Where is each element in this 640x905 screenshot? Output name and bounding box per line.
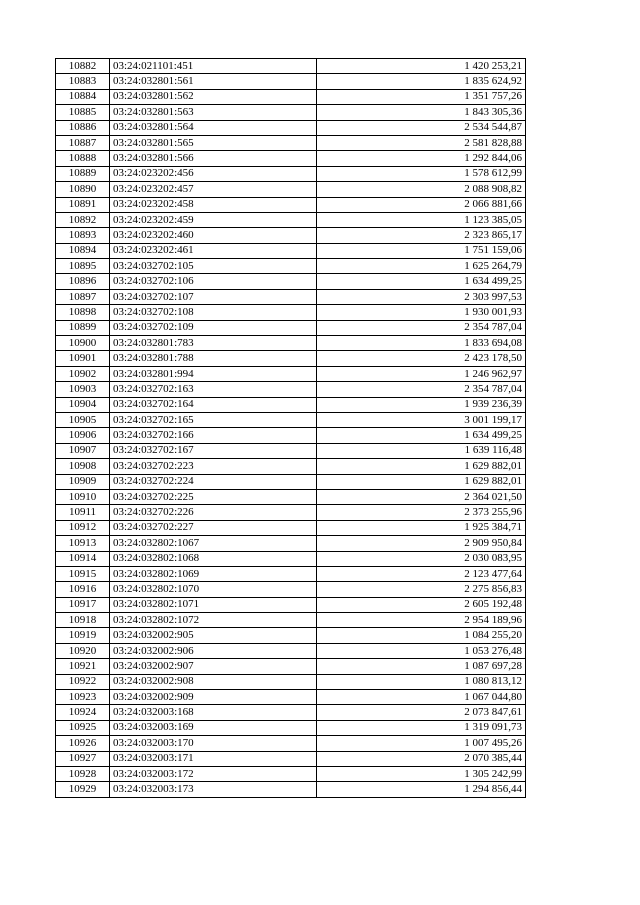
- cadastral-number-cell: 03:24:032003:170: [110, 736, 317, 751]
- cadastral-value-cell: 1 930 001,93: [317, 305, 526, 320]
- table-row: [56, 582, 526, 597]
- table-row: [56, 736, 526, 751]
- cadastral-number-cell: 03:24:032702:227: [110, 520, 317, 535]
- table-row: [56, 505, 526, 520]
- row-number-cell: 10929: [56, 782, 110, 797]
- table-row: [56, 705, 526, 720]
- cadastral-value-cell: 2 354 787,04: [317, 320, 526, 335]
- row-number-cell: 10885: [56, 105, 110, 120]
- cadastral-number-cell: 03:24:023202:459: [110, 212, 317, 227]
- table-row: [56, 212, 526, 227]
- row-number-cell: 10910: [56, 489, 110, 504]
- cadastral-value-cell: 2 909 950,84: [317, 536, 526, 551]
- row-number-cell: 10904: [56, 397, 110, 412]
- cadastral-number-cell: 03:24:032801:564: [110, 120, 317, 135]
- cadastral-value-cell: 1 087 697,28: [317, 659, 526, 674]
- cadastral-value-cell: 2 354 787,04: [317, 382, 526, 397]
- cadastral-value-cell: 2 073 847,61: [317, 705, 526, 720]
- cadastral-number-cell: 03:24:032002:907: [110, 659, 317, 674]
- cadastral-number-cell: 03:24:032801:562: [110, 89, 317, 104]
- cadastral-number-cell: 03:24:021101:451: [110, 59, 317, 74]
- cadastral-number-cell: 03:24:032002:905: [110, 628, 317, 643]
- cadastral-number-cell: 03:24:032003:173: [110, 782, 317, 797]
- table-row: [56, 166, 526, 181]
- row-number-cell: 10887: [56, 135, 110, 150]
- cadastral-value-cell: 1 123 385,05: [317, 212, 526, 227]
- table-row: [56, 397, 526, 412]
- table-body: [56, 59, 526, 798]
- row-number-cell: 10893: [56, 228, 110, 243]
- cadastral-value-cell: 2 364 021,50: [317, 489, 526, 504]
- row-number-cell: 10917: [56, 597, 110, 612]
- cadastral-value-cell: 2 954 189,96: [317, 613, 526, 628]
- table-row: [56, 782, 526, 797]
- table-row: [56, 59, 526, 74]
- cadastral-number-cell: 03:24:032801:563: [110, 105, 317, 120]
- row-number-cell: 10892: [56, 212, 110, 227]
- cadastral-number-cell: 03:24:023202:461: [110, 243, 317, 258]
- row-number-cell: 10900: [56, 336, 110, 351]
- cadastral-number-cell: 03:24:023202:460: [110, 228, 317, 243]
- row-number-cell: 10914: [56, 551, 110, 566]
- cadastral-number-cell: 03:24:032702:165: [110, 412, 317, 427]
- row-number-cell: 10923: [56, 690, 110, 705]
- table-row: [56, 551, 526, 566]
- cadastral-number-cell: 03:24:032802:1070: [110, 582, 317, 597]
- row-number-cell: 10928: [56, 766, 110, 781]
- table-row: [56, 151, 526, 166]
- cadastral-value-cell: 2 323 865,17: [317, 228, 526, 243]
- cadastral-number-cell: 03:24:032702:166: [110, 428, 317, 443]
- table-row: [56, 566, 526, 581]
- row-number-cell: 10919: [56, 628, 110, 643]
- cadastral-value-cell: 1 351 757,26: [317, 89, 526, 104]
- cadastral-value-cell: 1 835 624,92: [317, 74, 526, 89]
- row-number-cell: 10921: [56, 659, 110, 674]
- cadastral-value-cell: 1 294 856,44: [317, 782, 526, 797]
- row-number-cell: 10899: [56, 320, 110, 335]
- cadastral-value-cell: 2 605 192,48: [317, 597, 526, 612]
- row-number-cell: 10912: [56, 520, 110, 535]
- row-number-cell: 10924: [56, 705, 110, 720]
- row-number-cell: 10898: [56, 305, 110, 320]
- table-row: [56, 320, 526, 335]
- row-number-cell: 10902: [56, 366, 110, 381]
- row-number-cell: 10903: [56, 382, 110, 397]
- table-row: [56, 643, 526, 658]
- cadastral-number-cell: 03:24:032002:909: [110, 690, 317, 705]
- cadastral-number-cell: 03:24:032801:788: [110, 351, 317, 366]
- cadastral-value-cell: 1 639 116,48: [317, 443, 526, 458]
- cadastral-number-cell: 03:24:032003:171: [110, 751, 317, 766]
- cadastral-number-cell: 03:24:032702:109: [110, 320, 317, 335]
- cadastral-value-cell: 2 070 385,44: [317, 751, 526, 766]
- cadastral-value-cell: 1 292 844,06: [317, 151, 526, 166]
- table-row: [56, 182, 526, 197]
- row-number-cell: 10890: [56, 182, 110, 197]
- table-row: [56, 597, 526, 612]
- cadastral-value-table: [55, 58, 526, 798]
- row-number-cell: 10883: [56, 74, 110, 89]
- table-row: [56, 228, 526, 243]
- cadastral-value-cell: 2 088 908,82: [317, 182, 526, 197]
- cadastral-value-cell: 2 303 997,53: [317, 289, 526, 304]
- row-number-cell: 10909: [56, 474, 110, 489]
- cadastral-number-cell: 03:24:032003:169: [110, 720, 317, 735]
- row-number-cell: 10915: [56, 566, 110, 581]
- table-row: [56, 243, 526, 258]
- cadastral-number-cell: 03:24:032802:1068: [110, 551, 317, 566]
- cadastral-number-cell: 03:24:032702:226: [110, 505, 317, 520]
- cadastral-value-cell: 1 578 612,99: [317, 166, 526, 181]
- row-number-cell: 10894: [56, 243, 110, 258]
- cadastral-value-cell: 3 001 199,17: [317, 412, 526, 427]
- cadastral-number-cell: 03:24:032801:565: [110, 135, 317, 150]
- table-row: [56, 105, 526, 120]
- cadastral-value-cell: 1 084 255,20: [317, 628, 526, 643]
- cadastral-number-cell: 03:24:032802:1069: [110, 566, 317, 581]
- cadastral-number-cell: 03:24:032702:164: [110, 397, 317, 412]
- cadastral-number-cell: 03:24:023202:458: [110, 197, 317, 212]
- cadastral-number-cell: 03:24:023202:456: [110, 166, 317, 181]
- cadastral-number-cell: 03:24:032002:908: [110, 674, 317, 689]
- table-row: [56, 289, 526, 304]
- table-row: [56, 336, 526, 351]
- cadastral-value-cell: 1 629 882,01: [317, 459, 526, 474]
- table-row: [56, 135, 526, 150]
- table-row: [56, 351, 526, 366]
- table-row: [56, 520, 526, 535]
- cadastral-value-cell: 2 066 881,66: [317, 197, 526, 212]
- cadastral-value-cell: 2 423 178,50: [317, 351, 526, 366]
- cadastral-number-cell: 03:24:032702:163: [110, 382, 317, 397]
- cadastral-number-cell: 03:24:032702:107: [110, 289, 317, 304]
- cadastral-number-cell: 03:24:032702:167: [110, 443, 317, 458]
- cadastral-number-cell: 03:24:032802:1067: [110, 536, 317, 551]
- table-row: [56, 751, 526, 766]
- cadastral-value-cell: 1 751 159,06: [317, 243, 526, 258]
- cadastral-value-cell: 2 373 255,96: [317, 505, 526, 520]
- row-number-cell: 10918: [56, 613, 110, 628]
- row-number-cell: 10925: [56, 720, 110, 735]
- table-row: [56, 628, 526, 643]
- row-number-cell: 10916: [56, 582, 110, 597]
- cadastral-number-cell: 03:24:032801:561: [110, 74, 317, 89]
- row-number-cell: 10907: [56, 443, 110, 458]
- row-number-cell: 10905: [56, 412, 110, 427]
- row-number-cell: 10889: [56, 166, 110, 181]
- row-number-cell: 10926: [56, 736, 110, 751]
- row-number-cell: 10886: [56, 120, 110, 135]
- cadastral-number-cell: 03:24:032702:225: [110, 489, 317, 504]
- row-number-cell: 10906: [56, 428, 110, 443]
- cadastral-value-cell: 2 275 856,83: [317, 582, 526, 597]
- cadastral-number-cell: 03:24:032702:106: [110, 274, 317, 289]
- cadastral-value-cell: 1 634 499,25: [317, 428, 526, 443]
- cadastral-value-cell: 1 420 253,21: [317, 59, 526, 74]
- cadastral-value-cell: 1 305 242,99: [317, 766, 526, 781]
- row-number-cell: 10891: [56, 197, 110, 212]
- table-row: [56, 305, 526, 320]
- cadastral-number-cell: 03:24:032702:223: [110, 459, 317, 474]
- row-number-cell: 10884: [56, 89, 110, 104]
- table-row: [56, 259, 526, 274]
- cadastral-number-cell: 03:24:032801:566: [110, 151, 317, 166]
- table-row: [56, 459, 526, 474]
- table-row: [56, 120, 526, 135]
- cadastral-number-cell: 03:24:032702:108: [110, 305, 317, 320]
- cadastral-value-cell: 1 625 264,79: [317, 259, 526, 274]
- cadastral-number-cell: 03:24:032003:172: [110, 766, 317, 781]
- row-number-cell: 10920: [56, 643, 110, 658]
- row-number-cell: 10888: [56, 151, 110, 166]
- row-number-cell: 10897: [56, 289, 110, 304]
- table-row: [56, 366, 526, 381]
- cadastral-value-cell: 1 925 384,71: [317, 520, 526, 535]
- row-number-cell: 10911: [56, 505, 110, 520]
- cadastral-number-cell: 03:24:032801:783: [110, 336, 317, 351]
- table-row: [56, 766, 526, 781]
- cadastral-value-cell: 1 007 495,26: [317, 736, 526, 751]
- table-row: [56, 474, 526, 489]
- cadastral-value-cell: 1 843 305,36: [317, 105, 526, 120]
- table-row: [56, 613, 526, 628]
- cadastral-value-cell: 1 319 091,73: [317, 720, 526, 735]
- table-row: [56, 89, 526, 104]
- cadastral-value-cell: 2 123 477,64: [317, 566, 526, 581]
- row-number-cell: 10922: [56, 674, 110, 689]
- cadastral-value-cell: 1 053 276,48: [317, 643, 526, 658]
- row-number-cell: 10901: [56, 351, 110, 366]
- table-row: [56, 536, 526, 551]
- row-number-cell: 10908: [56, 459, 110, 474]
- cadastral-value-cell: 2 534 544,87: [317, 120, 526, 135]
- cadastral-number-cell: 03:24:023202:457: [110, 182, 317, 197]
- cadastral-number-cell: 03:24:032801:994: [110, 366, 317, 381]
- cadastral-number-cell: 03:24:032702:105: [110, 259, 317, 274]
- table-row: [56, 197, 526, 212]
- cadastral-value-cell: 1 246 962,97: [317, 366, 526, 381]
- table-row: [56, 690, 526, 705]
- table-row: [56, 674, 526, 689]
- table-row: [56, 659, 526, 674]
- cadastral-number-cell: 03:24:032802:1071: [110, 597, 317, 612]
- cadastral-number-cell: 03:24:032002:906: [110, 643, 317, 658]
- row-number-cell: 10882: [56, 59, 110, 74]
- table-row: [56, 74, 526, 89]
- cadastral-value-cell: 1 067 044,80: [317, 690, 526, 705]
- row-number-cell: 10913: [56, 536, 110, 551]
- table-row: [56, 274, 526, 289]
- table-row: [56, 443, 526, 458]
- cadastral-value-cell: 1 080 813,12: [317, 674, 526, 689]
- cadastral-value-cell: 1 833 694,08: [317, 336, 526, 351]
- cadastral-value-cell: 2 581 828,88: [317, 135, 526, 150]
- table-row: [56, 489, 526, 504]
- table-row: [56, 428, 526, 443]
- row-number-cell: 10895: [56, 259, 110, 274]
- table-row: [56, 412, 526, 427]
- cadastral-value-cell: 1 634 499,25: [317, 274, 526, 289]
- row-number-cell: 10896: [56, 274, 110, 289]
- cadastral-value-cell: 1 629 882,01: [317, 474, 526, 489]
- row-number-cell: 10927: [56, 751, 110, 766]
- cadastral-value-cell: 1 939 236,39: [317, 397, 526, 412]
- table-row: [56, 382, 526, 397]
- cadastral-number-cell: 03:24:032702:224: [110, 474, 317, 489]
- cadastral-number-cell: 03:24:032802:1072: [110, 613, 317, 628]
- cadastral-value-cell: 2 030 083,95: [317, 551, 526, 566]
- table-row: [56, 720, 526, 735]
- cadastral-number-cell: 03:24:032003:168: [110, 705, 317, 720]
